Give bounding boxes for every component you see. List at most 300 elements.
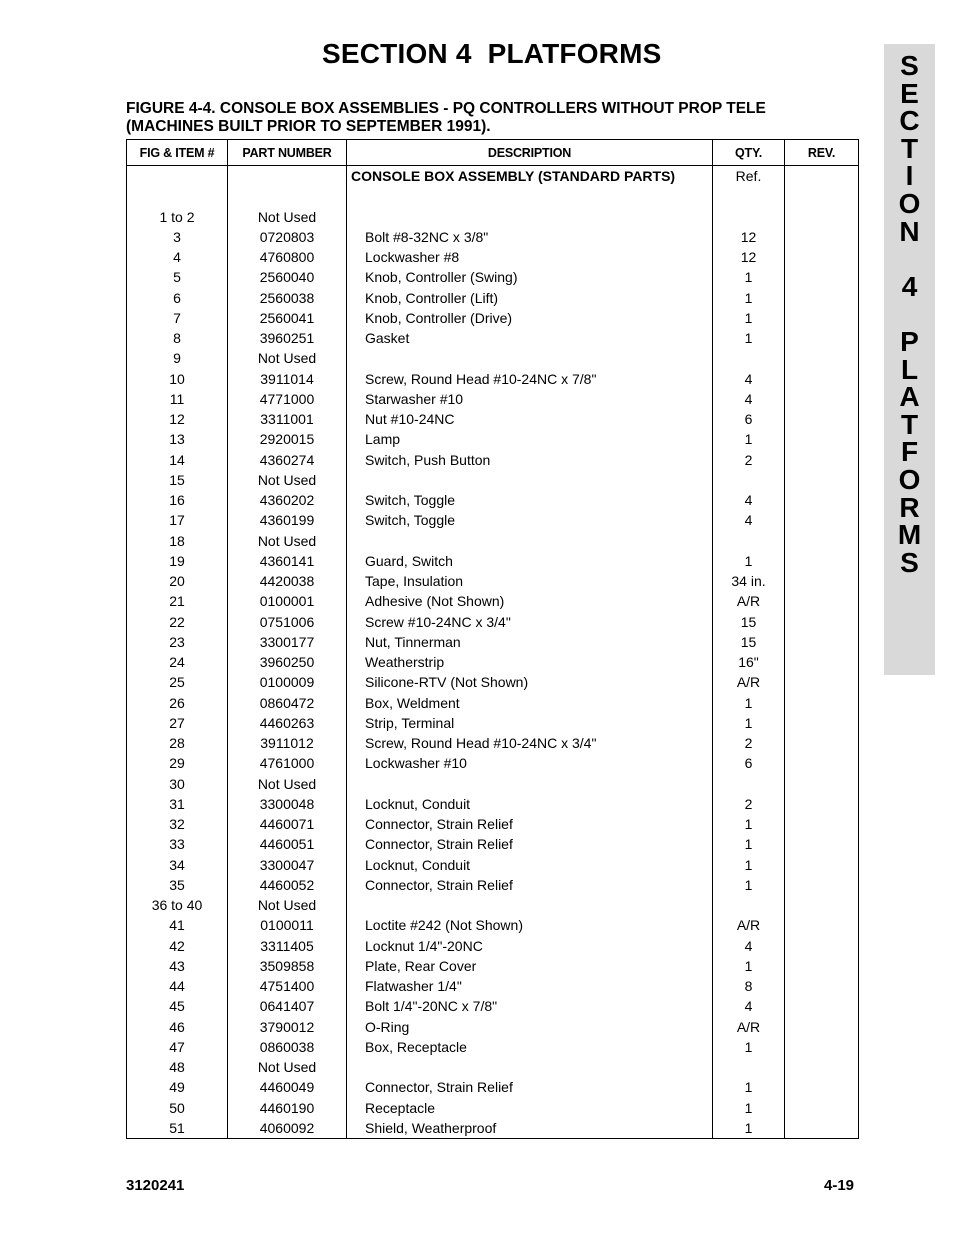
table-row (127, 753, 859, 773)
cell-part-number: Not Used (228, 774, 347, 794)
cell-rev (785, 369, 859, 389)
cell-qty: 1 (713, 308, 785, 328)
cell-description: Box, Receptacle (347, 1037, 713, 1057)
cell-fig-item: 41 (127, 915, 228, 935)
table-row (127, 1037, 859, 1057)
cell-fig-item: 28 (127, 733, 228, 753)
cell-qty: 1 (713, 328, 785, 348)
cell-description: Connector, Strain Relief (347, 875, 713, 895)
side-tab-letter: L (900, 353, 919, 385)
cell-qty: 1 (713, 855, 785, 875)
cell-fig-item: 1 to 2 (127, 207, 228, 227)
page-number: 4-19 (824, 1177, 855, 1194)
cell-part-number: 0100011 (228, 915, 347, 935)
cell-part-number: 0100001 (228, 591, 347, 611)
cell-fig-item: 10 (127, 369, 228, 389)
cell-description: Locknut 1/4"-20NC (347, 936, 713, 956)
cell-rev (785, 1057, 859, 1077)
cell-qty: 1 (713, 956, 785, 976)
cell-fig-item: 51 (127, 1118, 228, 1139)
cell-fig-item: 18 (127, 531, 228, 551)
side-tab-letter: F (900, 436, 919, 468)
cell-rev (785, 672, 859, 692)
cell-description: Weatherstrip (347, 652, 713, 672)
cell-description (347, 774, 713, 794)
cell-part-number: Not Used (228, 348, 347, 368)
table-row (127, 288, 859, 308)
cell-part-number: 0751006 (228, 612, 347, 632)
cell-part-number: 4751400 (228, 976, 347, 996)
cell-description: Gasket (347, 328, 713, 348)
cell-qty: 1 (713, 834, 785, 854)
cell-qty: 2 (713, 450, 785, 470)
cell-rev (785, 1098, 859, 1118)
cell-part-number: 4771000 (228, 389, 347, 409)
table-row (127, 348, 859, 368)
table-row (127, 733, 859, 753)
cell-qty: 4 (713, 490, 785, 510)
cell-rev (785, 1017, 859, 1037)
cell-description: Bolt 1/4"-20NC x 7/8" (347, 996, 713, 1016)
table-row (127, 389, 859, 409)
table-row (127, 470, 859, 490)
cell-fig-item: 7 (127, 308, 228, 328)
doc-number: 3120241 (126, 1177, 185, 1194)
side-tab-letter: P (900, 325, 919, 357)
cell-qty: 1 (713, 267, 785, 287)
cell-rev (785, 753, 859, 773)
table-row (127, 713, 859, 733)
cell-qty (713, 1057, 785, 1077)
cell-description: CONSOLE BOX ASSEMBLY (STANDARD PARTS) (347, 166, 713, 187)
cell-fig-item: 30 (127, 774, 228, 794)
cell-description: Connector, Strain Relief (347, 814, 713, 834)
cell-description: Starwasher #10 (347, 389, 713, 409)
cell-part-number: 4760800 (228, 247, 347, 267)
cell-qty: 1 (713, 1037, 785, 1057)
table-row (127, 591, 859, 611)
cell-rev (785, 571, 859, 591)
header-fig-item: FIG & ITEM # (127, 140, 228, 166)
parts-table-body (127, 166, 859, 1139)
cell-qty: Ref. (713, 166, 785, 187)
cell-qty: 16" (713, 652, 785, 672)
cell-description: Strip, Terminal (347, 713, 713, 733)
cell-rev (785, 308, 859, 328)
table-row (127, 267, 859, 287)
cell-rev (785, 207, 859, 227)
cell-description: Nut, Tinnerman (347, 632, 713, 652)
cell-fig-item: 26 (127, 693, 228, 713)
cell-rev (785, 450, 859, 470)
cell-part-number: 4360202 (228, 490, 347, 510)
cell-description: Flatwasher 1/4" (347, 976, 713, 996)
table-row (127, 227, 859, 247)
side-tab-letter: R (899, 491, 920, 523)
cell-description (347, 470, 713, 490)
cell-qty: 6 (713, 409, 785, 429)
cell-qty (713, 186, 785, 206)
cell-part-number: 3790012 (228, 1017, 347, 1037)
table-row (127, 247, 859, 267)
cell-description (347, 895, 713, 915)
cell-fig-item: 36 to 40 (127, 895, 228, 915)
cell-qty: 1 (713, 693, 785, 713)
table-row (127, 1098, 859, 1118)
cell-qty (713, 895, 785, 915)
cell-description: O-Ring (347, 1017, 713, 1037)
table-row (127, 207, 859, 227)
cell-fig-item: 48 (127, 1057, 228, 1077)
cell-qty: 1 (713, 814, 785, 834)
cell-description: Receptacle (347, 1098, 713, 1118)
cell-part-number: 3960250 (228, 652, 347, 672)
cell-rev (785, 348, 859, 368)
cell-part-number: 3960251 (228, 328, 347, 348)
cell-part-number: 0860038 (228, 1037, 347, 1057)
cell-qty: A/R (713, 1017, 785, 1037)
cell-description: Adhesive (Not Shown) (347, 591, 713, 611)
cell-rev (785, 247, 859, 267)
cell-rev (785, 591, 859, 611)
cell-qty: 2 (713, 733, 785, 753)
table-row (127, 490, 859, 510)
cell-fig-item: 16 (127, 490, 228, 510)
cell-qty: 4 (713, 389, 785, 409)
cell-part-number: 2560040 (228, 267, 347, 287)
cell-fig-item: 43 (127, 956, 228, 976)
cell-description: Screw, Round Head #10-24NC x 7/8" (347, 369, 713, 389)
cell-part-number: Not Used (228, 895, 347, 915)
side-tab-letter: 4 (901, 270, 918, 302)
table-row (127, 855, 859, 875)
cell-description: Guard, Switch (347, 551, 713, 571)
table-row (127, 976, 859, 996)
cell-rev (785, 915, 859, 935)
cell-description (347, 531, 713, 551)
cell-part-number: 4460052 (228, 875, 347, 895)
table-row (127, 875, 859, 895)
cell-qty: 1 (713, 429, 785, 449)
cell-rev (785, 956, 859, 976)
table-row (127, 369, 859, 389)
cell-fig-item: 29 (127, 753, 228, 773)
table-header-row (127, 140, 859, 166)
cell-part-number: 4060092 (228, 1118, 347, 1139)
cell-part-number: 4460263 (228, 713, 347, 733)
cell-part-number: 4460051 (228, 834, 347, 854)
cell-rev (785, 996, 859, 1016)
section-title: SECTION 4 PLATFORMS (322, 38, 662, 69)
cell-qty: 1 (713, 1077, 785, 1097)
side-tab-letter: E (900, 77, 919, 109)
cell-description: Plate, Rear Cover (347, 956, 713, 976)
side-tab-letter: S (900, 546, 919, 578)
table-row (127, 693, 859, 713)
table-row (127, 915, 859, 935)
cell-rev (785, 855, 859, 875)
table-row (127, 652, 859, 672)
table-row (127, 632, 859, 652)
cell-description: Knob, Controller (Lift) (347, 288, 713, 308)
table-row (127, 429, 859, 449)
cell-fig-item (127, 166, 228, 187)
cell-description: Lockwasher #10 (347, 753, 713, 773)
cell-qty: 4 (713, 510, 785, 530)
side-tab-letters (884, 52, 935, 576)
cell-part-number: 3311001 (228, 409, 347, 429)
cell-fig-item: 14 (127, 450, 228, 470)
cell-qty: 4 (713, 936, 785, 956)
side-tab-letter (884, 300, 935, 328)
cell-qty (713, 774, 785, 794)
cell-part-number: 3311405 (228, 936, 347, 956)
table-row (127, 834, 859, 854)
cell-fig-item: 13 (127, 429, 228, 449)
cell-description: Knob, Controller (Drive) (347, 308, 713, 328)
cell-rev (785, 227, 859, 247)
cell-qty: 15 (713, 612, 785, 632)
table-row (127, 814, 859, 834)
cell-part-number: 4360199 (228, 510, 347, 530)
cell-description (347, 1057, 713, 1077)
cell-rev (785, 612, 859, 632)
cell-rev (785, 389, 859, 409)
cell-description: Locknut, Conduit (347, 794, 713, 814)
cell-fig-item: 17 (127, 510, 228, 530)
cell-qty: 1 (713, 1118, 785, 1139)
cell-rev (785, 470, 859, 490)
side-tab-letter: M (897, 519, 922, 551)
table-row (127, 186, 859, 206)
cell-qty: 12 (713, 247, 785, 267)
cell-rev (785, 652, 859, 672)
side-tab-letter: S (900, 50, 919, 81)
cell-description: Connector, Strain Relief (347, 1077, 713, 1097)
cell-fig-item: 5 (127, 267, 228, 287)
cell-rev (785, 693, 859, 713)
cell-rev (785, 510, 859, 530)
cell-description: Screw #10-24NC x 3/4" (347, 612, 713, 632)
cell-fig-item: 32 (127, 814, 228, 834)
cell-qty: 12 (713, 227, 785, 247)
cell-rev (785, 531, 859, 551)
cell-part-number: Not Used (228, 470, 347, 490)
side-tab-letter (884, 245, 935, 273)
cell-rev (785, 774, 859, 794)
cell-fig-item: 42 (127, 936, 228, 956)
cell-fig-item: 44 (127, 976, 228, 996)
cell-fig-item: 8 (127, 328, 228, 348)
cell-rev (785, 1037, 859, 1057)
cell-part-number: 4360141 (228, 551, 347, 571)
cell-qty (713, 531, 785, 551)
cell-part-number: Not Used (228, 207, 347, 227)
cell-fig-item: 33 (127, 834, 228, 854)
cell-rev (785, 976, 859, 996)
table-row (127, 308, 859, 328)
table-row (127, 1057, 859, 1077)
cell-part-number: 2560038 (228, 288, 347, 308)
cell-part-number: 3300047 (228, 855, 347, 875)
cell-qty: A/R (713, 672, 785, 692)
cell-rev (785, 895, 859, 915)
table-row (127, 1118, 859, 1139)
cell-qty: 1 (713, 713, 785, 733)
cell-description: Bolt #8-32NC x 3/8" (347, 227, 713, 247)
cell-rev (785, 429, 859, 449)
cell-qty: 4 (713, 369, 785, 389)
side-tab-letter: T (900, 132, 919, 164)
cell-fig-item: 27 (127, 713, 228, 733)
cell-description: Nut #10-24NC (347, 409, 713, 429)
cell-fig-item: 23 (127, 632, 228, 652)
cell-rev (785, 551, 859, 571)
header-qty: QTY. (713, 140, 785, 166)
header-rev: REV. (785, 140, 859, 166)
table-row (127, 571, 859, 591)
cell-part-number (228, 166, 347, 187)
cell-rev (785, 328, 859, 348)
cell-qty: 6 (713, 753, 785, 773)
cell-description: Knob, Controller (Swing) (347, 267, 713, 287)
cell-rev (785, 490, 859, 510)
cell-part-number: 4360274 (228, 450, 347, 470)
cell-part-number: 4420038 (228, 571, 347, 591)
cell-part-number: 2920015 (228, 429, 347, 449)
cell-part-number: 0860472 (228, 693, 347, 713)
cell-description: Shield, Weatherproof (347, 1118, 713, 1139)
cell-part-number: Not Used (228, 1057, 347, 1077)
cell-part-number: 3300177 (228, 632, 347, 652)
cell-part-number: 0100009 (228, 672, 347, 692)
cell-rev (785, 794, 859, 814)
cell-description: Locknut, Conduit (347, 855, 713, 875)
cell-description: Lamp (347, 429, 713, 449)
cell-part-number: 3300048 (228, 794, 347, 814)
cell-rev (785, 713, 859, 733)
cell-rev (785, 733, 859, 753)
section-side-tab (884, 44, 935, 675)
side-tab-letter: N (899, 215, 920, 247)
cell-rev (785, 632, 859, 652)
cell-rev (785, 1118, 859, 1139)
table-row (127, 996, 859, 1016)
table-row (127, 956, 859, 976)
table-row (127, 774, 859, 794)
cell-part-number: 3911014 (228, 369, 347, 389)
cell-fig-item: 35 (127, 875, 228, 895)
parts-table (126, 139, 859, 1139)
cell-fig-item: 21 (127, 591, 228, 611)
cell-fig-item: 45 (127, 996, 228, 1016)
cell-part-number: 4460049 (228, 1077, 347, 1097)
cell-description: Connector, Strain Relief (347, 834, 713, 854)
cell-qty: 1 (713, 288, 785, 308)
cell-part-number: 4460190 (228, 1098, 347, 1118)
table-row (127, 794, 859, 814)
cell-fig-item: 31 (127, 794, 228, 814)
cell-description: Switch, Push Button (347, 450, 713, 470)
cell-fig-item: 3 (127, 227, 228, 247)
cell-fig-item: 49 (127, 1077, 228, 1097)
cell-qty: 15 (713, 632, 785, 652)
table-row (127, 936, 859, 956)
figure-title: FIGURE 4-4. CONSOLE BOX ASSEMBLIES - PQ CONTROLLERS WITHOUT PROP TELE (MACHINES BUILT PRIOR TO SEPTEMBER 1991). (126, 100, 766, 135)
cell-rev (785, 186, 859, 206)
table-row (127, 510, 859, 530)
cell-fig-item: 22 (127, 612, 228, 632)
cell-fig-item: 24 (127, 652, 228, 672)
table-row (127, 328, 859, 348)
cell-part-number: 2560041 (228, 308, 347, 328)
cell-description: Loctite #242 (Not Shown) (347, 915, 713, 935)
side-tab-letter: A (899, 381, 920, 413)
header-part-number: PART NUMBER (228, 140, 347, 166)
cell-fig-item: 25 (127, 672, 228, 692)
table-row (127, 551, 859, 571)
cell-fig-item: 9 (127, 348, 228, 368)
cell-part-number: 0641407 (228, 996, 347, 1016)
cell-description: Tape, Insulation (347, 571, 713, 591)
cell-qty: 34 in. (713, 571, 785, 591)
cell-part-number: 3911012 (228, 733, 347, 753)
cell-qty: A/R (713, 915, 785, 935)
cell-description: Silicone-RTV (Not Shown) (347, 672, 713, 692)
cell-description: Switch, Toggle (347, 510, 713, 530)
side-tab-letter: O (898, 187, 921, 219)
cell-part-number: 3509858 (228, 956, 347, 976)
cell-fig-item (127, 186, 228, 206)
cell-rev (785, 834, 859, 854)
cell-rev (785, 288, 859, 308)
table-row (127, 612, 859, 632)
cell-qty: 1 (713, 551, 785, 571)
table-row (127, 1017, 859, 1037)
header-description: DESCRIPTION (347, 140, 713, 166)
cell-rev (785, 267, 859, 287)
cell-fig-item: 19 (127, 551, 228, 571)
cell-qty (713, 207, 785, 227)
side-tab-letter: O (898, 463, 921, 495)
cell-description (347, 348, 713, 368)
cell-description: Switch, Toggle (347, 490, 713, 510)
cell-part-number (228, 186, 347, 206)
cell-qty: 1 (713, 875, 785, 895)
cell-qty: 1 (713, 1098, 785, 1118)
cell-description (347, 186, 713, 206)
cell-fig-item: 34 (127, 855, 228, 875)
cell-fig-item: 47 (127, 1037, 228, 1057)
cell-fig-item: 4 (127, 247, 228, 267)
cell-fig-item: 6 (127, 288, 228, 308)
cell-qty: A/R (713, 591, 785, 611)
cell-rev (785, 409, 859, 429)
cell-qty: 8 (713, 976, 785, 996)
cell-part-number: 4460071 (228, 814, 347, 834)
cell-fig-item: 15 (127, 470, 228, 490)
cell-qty (713, 348, 785, 368)
table-row (127, 895, 859, 915)
cell-qty: 2 (713, 794, 785, 814)
cell-fig-item: 11 (127, 389, 228, 409)
cell-rev (785, 814, 859, 834)
cell-fig-item: 12 (127, 409, 228, 429)
table-row (127, 672, 859, 692)
side-tab-letter: I (905, 160, 914, 192)
cell-description: Lockwasher #8 (347, 247, 713, 267)
cell-rev (785, 1077, 859, 1097)
